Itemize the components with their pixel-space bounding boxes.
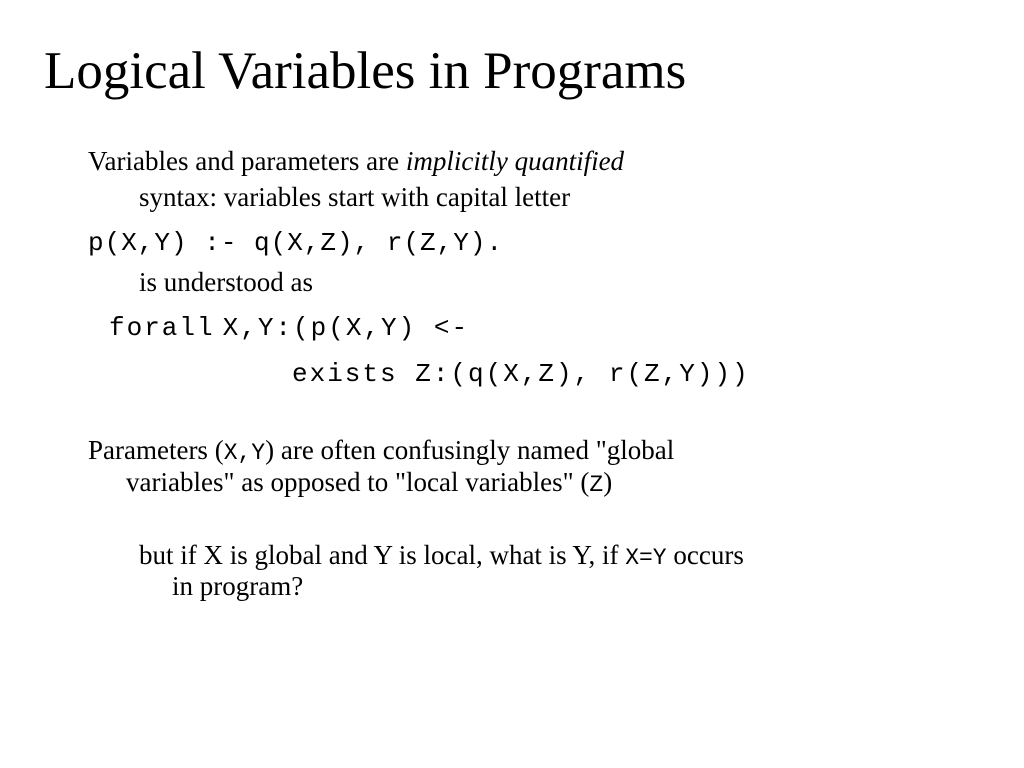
bullet2-text1: Parameters (: [88, 435, 224, 465]
slide-title: Logical Variables in Programs: [44, 42, 687, 100]
bullet-question: [139, 540, 744, 571]
bullet2-code-xy: X,Y: [223, 440, 266, 466]
bullet-parameters-line2: [126, 467, 612, 498]
bullet2-text4: ): [603, 467, 613, 497]
exists-line: exists Z:(q(X,Z), r(Z,Y))): [292, 359, 750, 389]
bullet-question-line2: in program?: [172, 571, 304, 601]
bullet1-text: Variables and parameters are: [88, 146, 406, 176]
forall-expression: X,Y:(p(X,Y) <-: [222, 313, 470, 343]
bullet1-emphasis: implicitly quantified: [405, 146, 625, 176]
bullet-implicit-quantification: [88, 146, 624, 177]
bullet2-text3: variables" as opposed to "local variables" (: [126, 467, 590, 497]
bullet3-code: X=Y: [625, 545, 667, 571]
bullet-parameters: [88, 435, 674, 466]
bullet2-text2: ) are often confusingly named "global: [265, 435, 675, 465]
bullet2-code-z: Z: [589, 472, 604, 498]
code-clause: p(X,Y) :- q(X,Z), r(Z,Y).: [88, 228, 504, 258]
syntax-note: syntax: variables start with capital letter: [139, 182, 571, 212]
bullet3-text1: but if X is global and Y is local, what is Y, if: [139, 540, 626, 570]
forall-keyword: forall: [109, 313, 215, 343]
forall-line: [109, 314, 469, 344]
bullet3-text2: occurs: [666, 540, 744, 570]
understood-as-text: is understood as: [139, 267, 313, 297]
